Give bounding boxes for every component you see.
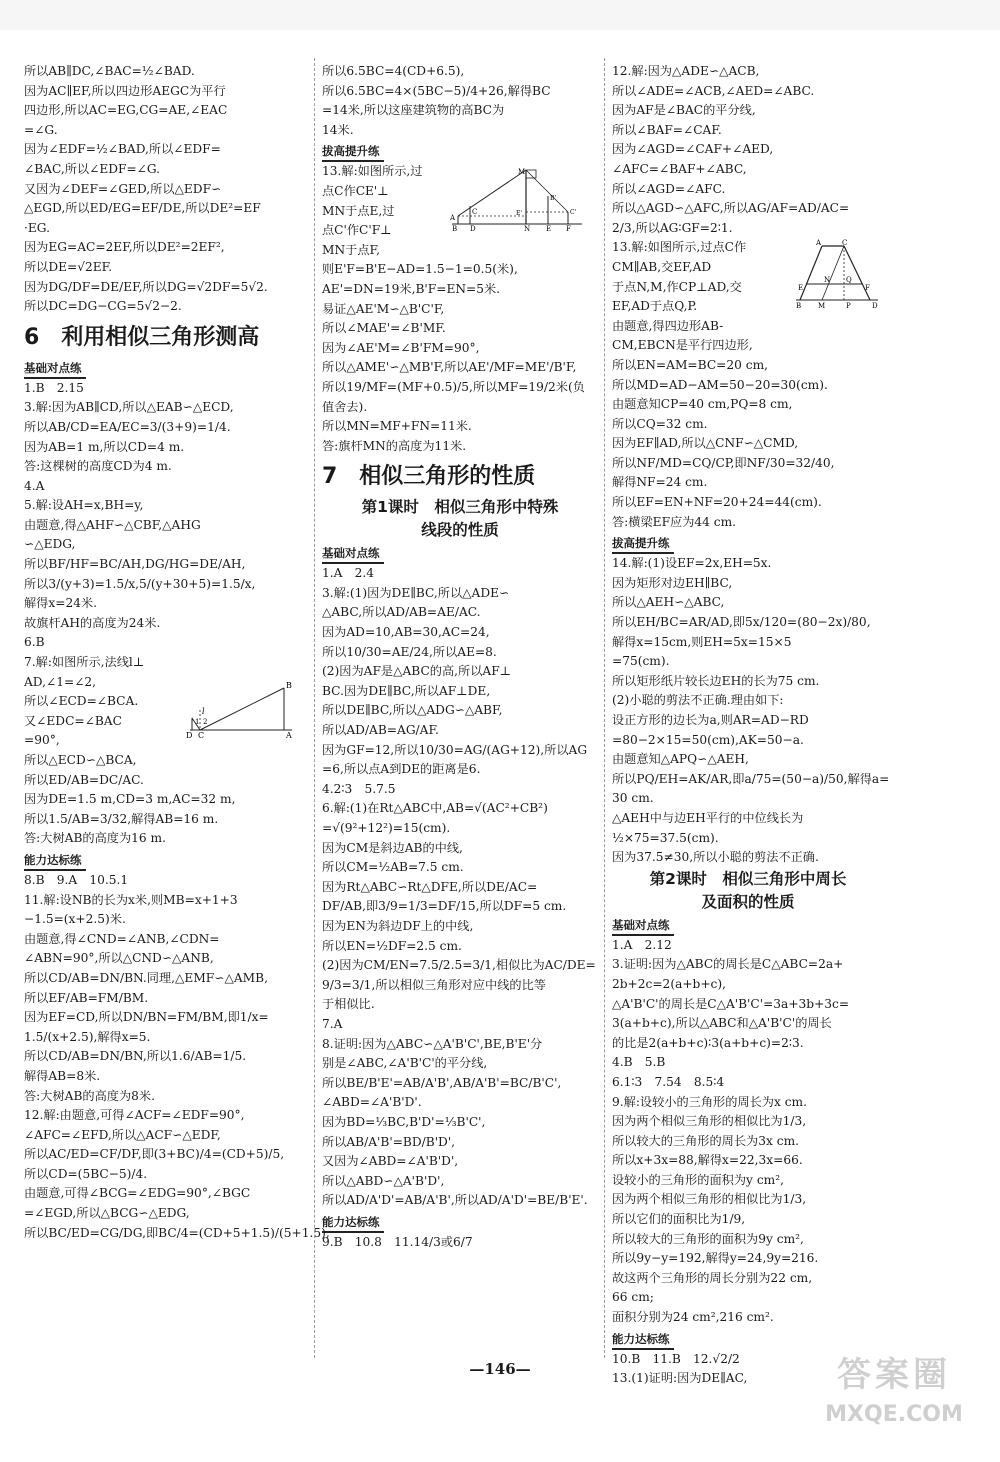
answer-line: MN于点F, xyxy=(322,242,380,257)
answer-line: 所以较大的三角形的面积为9y cm², xyxy=(612,1231,804,1246)
figure-tree-mirror xyxy=(180,680,300,740)
fig-label: E xyxy=(546,225,552,233)
exercise-category-label: 基础对点练 xyxy=(24,360,86,379)
answer-line: 所以6.5BC=4×(5BC−5)/4+26,解得BC xyxy=(322,83,551,98)
answer-line: 又因为∠ABD=∠A'B'D', xyxy=(322,1154,459,1169)
answer-line: 由题意,得△AHF∽△CBF,△AHG xyxy=(24,517,201,532)
answer-line: 所以它们的面积比为1/9, xyxy=(612,1212,746,1227)
answer-line: 所以EF=EN+NF=20+24=44(cm). xyxy=(612,495,822,510)
answer-line: 又因为∠DEF=∠GED,所以△EDF∽ xyxy=(24,181,222,196)
answer-line: 所以19/MF=(MF+0.5)/5,所以MF=19/2米(负 xyxy=(322,379,585,394)
answer-line: 值舍去). xyxy=(322,399,368,414)
answer-line: 所以10/30=AE/24,所以AE=8. xyxy=(322,644,497,659)
answer-line: 所以MN=MF+FN=11米. xyxy=(322,419,472,434)
exercise-category xyxy=(24,849,310,871)
answer-line: 因为∠AGD=∠CAF+∠AED, xyxy=(612,142,774,157)
answer-line: 所以∠MAE'=∠B'MF. xyxy=(322,321,446,336)
exercise-category-label: 拔高提升练 xyxy=(612,535,674,554)
fig-label: E xyxy=(798,284,804,292)
lesson-heading: 第2课时 相似三角形中周长 xyxy=(649,869,847,888)
answer-line: 13.(1)证明:因为DE∥AC, xyxy=(612,1371,748,1386)
answer-line: 因为两个相似三角形的相似比为1/3, xyxy=(612,1192,807,1207)
answer-line: (2)小聪的剪法不正确.理由如下: xyxy=(612,693,784,708)
fig-label: C xyxy=(842,239,848,247)
answer-line: 所以AC/ED=CF/DF,即(3+BC)/4=(CD+5)/5, xyxy=(24,1147,285,1162)
fig-label: D xyxy=(470,225,476,233)
site-watermark xyxy=(814,1350,974,1442)
fig-label: E' xyxy=(516,210,523,217)
fig-label: C' xyxy=(570,209,577,216)
answer-line: 因为DE=1.5 m,CD=3 m,AC=32 m, xyxy=(24,792,236,807)
answer-line: 解得x=24米. xyxy=(24,596,98,611)
answer-line: ½×75=37.5(cm). xyxy=(612,830,719,845)
exercise-category xyxy=(612,532,884,554)
header-strip xyxy=(0,0,1000,30)
answer-line: 所以3/(y+3)=1.5/x,5/(y+30+5)=1.5/x, xyxy=(24,576,256,591)
answer-line: ·EG. xyxy=(24,220,50,235)
fig-label: 2 xyxy=(203,718,208,726)
fig-label: N xyxy=(524,225,531,233)
section-heading: 7 相似三角形的性质 xyxy=(322,464,536,490)
answer-line: 9.解:设较小的三角形的周长为x cm. xyxy=(612,1094,807,1109)
answer-line: 因为BD=⅓BC,B'D'=⅓B'C', xyxy=(322,1114,486,1129)
answer-line: ∠AFC=∠EFD,所以△ACF∽△EDF, xyxy=(24,1127,221,1142)
exercise-category-label: 能力达标练 xyxy=(322,1214,384,1233)
answer-line: =90°, xyxy=(24,733,60,748)
answer-line: 2/3,所以AG∶GF=2∶1. xyxy=(612,220,733,235)
answer-line: 于相似比. xyxy=(322,997,375,1012)
answer-line: 所以AB∥DC,∠BAC=½∠BAD. xyxy=(24,64,195,78)
answer-line: 11.解:设NB的长为x米,则MB=x+1+3 xyxy=(24,892,238,907)
answer-line: 所以△AEH∽△ABC, xyxy=(612,595,725,610)
answer-line: 10.B 11.B 12.√2/2 xyxy=(612,1351,740,1366)
answer-line: =14米,所以这座建筑物的高BC为 xyxy=(322,103,505,118)
answer-line: 7.A xyxy=(322,1016,343,1031)
answer-line: 13.解:如图所示,过 xyxy=(322,164,423,179)
answer-line: 66 cm; xyxy=(612,1290,654,1305)
answer-line: 四边形,所以AC=EG,CG=AE,∠EAC xyxy=(24,103,228,118)
answer-line: 14.解:(1)设EF=2x,EH=5x. xyxy=(612,556,772,571)
answer-line: =75(cm). xyxy=(612,654,670,669)
fig-label: F xyxy=(566,225,571,233)
answer-line: 9.B 10.8 11.14/3或6/7 xyxy=(322,1234,473,1249)
answer-line: 所以AD/A'D'=AB/A'B',所以AD/A'D'=BE/B'E'. xyxy=(322,1193,588,1208)
answer-line: 于点N,M,作CP⊥AD,交 xyxy=(612,279,742,294)
fig-label: l xyxy=(202,707,205,716)
fig-label: M xyxy=(818,302,826,310)
exercise-category-label: 能力达标练 xyxy=(612,1331,674,1350)
answer-line: 所以△ABD∽△A'B'D', xyxy=(322,1173,445,1188)
answer-line: 因为AC∥EF,所以四边形AEGC为平行 xyxy=(24,83,226,98)
answer-line: 5.解:设AH=x,BH=y, xyxy=(24,498,144,513)
answer-line: 所以△AME'∽△MB'F,所以AE'/MF=ME'/B'F, xyxy=(322,360,577,375)
answer-line: 4.B 5.B xyxy=(612,1055,666,1070)
answer-line: =6,所以点A到DE的距离是6. xyxy=(322,762,481,777)
answer-line: AD,∠1=∠2, xyxy=(24,674,97,689)
fig-label: N xyxy=(824,276,831,284)
answer-line: 所以CD/AB=DN/BN.同理,△EMF∽△AMB, xyxy=(24,970,268,985)
answer-line: ∠AFC=∠BAF+∠ABC, xyxy=(612,161,747,176)
answer-line: 3.解:因为AB∥CD,所以△EAB∽△ECD, xyxy=(24,400,234,415)
answer-line: MN于点E,过 xyxy=(322,203,395,218)
answer-line: 3.证明:因为△ABC的周长是C△ABC=2a+ xyxy=(612,957,844,972)
fig-label: 1 xyxy=(195,718,200,726)
answer-line: 故旗杆AH的高度为24米. xyxy=(24,615,161,630)
answer-line: (2)因为AF是△ABC的高,所以AF⊥ xyxy=(322,664,512,679)
fig-label: D xyxy=(186,731,193,740)
answer-line: 所以BC/ED=CG/DG,即BC/4=(CD+5+1.5)/(5+1.5), xyxy=(24,1225,330,1240)
answer-line: 所以PQ/EH=AK/AR,即a/75=(50−a)/50,解得a= xyxy=(612,771,890,786)
answer-line: 8.证明:因为△ABC∽△A'B'C',BE,B'E'分 xyxy=(322,1036,543,1051)
answer-line: ∠ABN=90°,所以△CND∽△ANB, xyxy=(24,951,214,966)
figure-trapezoid-rack xyxy=(796,238,882,310)
answer-line: 别是∠ABC,∠A'B'C'的平分线, xyxy=(322,1056,488,1071)
exercise-category xyxy=(322,140,598,162)
answer-line: 所以DC=DG−CG=5√2−2. xyxy=(24,299,182,314)
answer-line: △AEH中与边EH平行的中位线长为 xyxy=(612,810,804,825)
exercise-category-label: 拔高提升练 xyxy=(322,143,384,162)
watermark-logo-text: 答案圈 xyxy=(837,1355,951,1395)
answer-line: 因为EN为斜边DF上的中线, xyxy=(322,918,474,933)
column-divider xyxy=(314,58,316,1358)
answer-line: 14米. xyxy=(322,122,354,137)
answer-line: 又∠EDC=∠BAC xyxy=(24,713,122,728)
answer-line: 1.A 2.4 xyxy=(322,566,374,581)
answer-line: 4.2∶3 5.7.5 xyxy=(322,781,396,796)
answer-line: ∠ABD=∠A'B'D'. xyxy=(322,1095,422,1110)
answer-line: DF/AB,即3/9=1/3=DF/15,所以DF=5 cm. xyxy=(322,899,567,914)
answer-line: ∠BAC,所以∠EDF=∠G. xyxy=(24,161,161,176)
answer-line: =∠G. xyxy=(24,122,58,137)
answer-line: 因为∠EDF=½∠BAD,所以∠EDF= xyxy=(24,142,221,157)
answer-line: 答:横梁EF应为44 cm. xyxy=(612,514,737,529)
exercise-category xyxy=(612,1328,884,1350)
answer-line: (2)因为CM/EN=7.5/2.5=3/1,相似比为AC/DE= xyxy=(322,958,596,973)
lesson-heading: 第1课时 相似三角形中特殊 xyxy=(361,498,559,517)
answer-line: 12.解:由题意,可得∠ACF=∠EDF=90°, xyxy=(24,1108,245,1123)
answer-line: 所以EH/BC=AR/AD,即5x/120=(80−2x)/80, xyxy=(612,615,871,630)
answer-line: CM∥AB,交EF,AD xyxy=(612,259,712,274)
answer-line: =√(9²+12²)=15(cm). xyxy=(322,821,451,835)
answer-line: 因为EF=CD,所以DN/BN=FM/BM,即1/x= xyxy=(24,1010,269,1025)
fig-label: P xyxy=(846,302,851,310)
exercise-category-label: 能力达标练 xyxy=(24,852,86,871)
answer-line: 2b+2c=2(a+b+c), xyxy=(612,976,727,991)
fig-label: B xyxy=(796,302,802,310)
answer-line: 所以AD/AB=AG/AF. xyxy=(322,723,439,738)
exercise-category xyxy=(322,1211,598,1233)
answer-line: CM,EBCN是平行四边形, xyxy=(612,338,753,353)
answer-line: 所以x+3x=88,解得x=22,3x=66. xyxy=(612,1153,803,1168)
answer-line: 所以DE=√2EF. xyxy=(24,259,113,274)
answer-line: 易证△AE'M∽△B'C'F, xyxy=(322,301,445,316)
answer-line: 所以1.5/AB=3/32,解得AB=16 m. xyxy=(24,811,219,826)
answer-line: 所以EF/AB=FM/BM. xyxy=(24,990,149,1005)
answer-line: 3(a+b+c),所以△ABC和△A'B'C'的周长 xyxy=(612,1016,832,1031)
answer-line: 所以EN=½DF=2.5 cm. xyxy=(322,938,462,953)
answer-line: 答:大树AB的高度为8米. xyxy=(24,1088,155,1103)
column-middle xyxy=(322,62,598,1352)
answer-line: 因为AD=10,AB=30,AC=24, xyxy=(322,625,490,640)
answer-line: 3.解:(1)因为DE∥BC,所以△ADE∽ xyxy=(322,585,510,600)
answer-line: 所以∠ADE=∠ACB,∠AED=∠ABC. xyxy=(612,83,815,98)
answer-line: 13.解:如图所示,过点C作 xyxy=(612,240,747,255)
answer-line: 因为矩形对边EH∥BC, xyxy=(612,575,733,590)
answer-line: 故这两个三角形的周长分别为22 cm, xyxy=(612,1270,813,1285)
answer-line: 12.解:因为△ADE∽△ACB, xyxy=(612,64,760,78)
answer-line: ∽△EDG, xyxy=(24,537,76,552)
answer-line: 点C作CE'⊥ xyxy=(322,183,389,198)
answer-line: 30 cm. xyxy=(612,791,654,806)
fig-label: C xyxy=(472,208,478,216)
answer-line: 所以ED/AB=DC/AC. xyxy=(24,772,144,787)
answer-line: 设较小的三角形的面积为y cm², xyxy=(612,1172,784,1187)
answer-line: 1.5/(x+2.5),解得x=5. xyxy=(24,1029,151,1044)
answer-line: 所以MD=AD−AM=50−20=30(cm). xyxy=(612,377,828,392)
answer-line: 由题意知CP=40 cm,PQ=8 cm, xyxy=(612,397,793,412)
answer-line: 所以∠AGD=∠AFC. xyxy=(612,181,726,196)
answer-line: 所以NF/MD=CQ/CP,即NF/30=32/40, xyxy=(612,455,835,470)
fig-label: F xyxy=(865,284,870,292)
answer-line: 所以AB/CD=EA/EC=3/(3+9)=1/4. xyxy=(24,419,231,434)
answer-line: 则E'F=B'E−AD=1.5−1=0.5(米), xyxy=(322,262,518,277)
figure-flagpole xyxy=(450,166,585,232)
answer-line: △ABC,所以AD/AB=AE/AC. xyxy=(322,605,481,620)
answer-line: 6.解:(1)在Rt△ABC中,AB=√(AC²+CB²) xyxy=(322,801,548,816)
exercise-category xyxy=(24,357,310,379)
answer-line: 所以BE/B'E'=AB/A'B',AB/A'B'=BC/B'C', xyxy=(322,1075,562,1090)
page-number: —146— xyxy=(469,1360,531,1378)
answer-line: 答:大树AB的高度为16 m. xyxy=(24,831,166,846)
answer-line: 因为AB=1 m,所以CD=4 m. xyxy=(24,439,185,454)
column-divider xyxy=(604,58,606,1358)
answer-line: 因为37.5≠30,所以小聪的剪法不正确. xyxy=(612,850,819,865)
answer-line: 所以CM=½AB=7.5 cm. xyxy=(322,860,464,875)
fig-label: B' xyxy=(550,195,557,202)
answer-line: 所以6.5BC=4(CD+6.5), xyxy=(322,64,465,78)
answer-line: 因为CM是斜边AB的中线, xyxy=(322,840,463,855)
answer-line: 因为EG=AC=2EF,所以DE²=2EF², xyxy=(24,240,225,255)
answer-line: 答:这棵树的高度CD为4 m. xyxy=(24,459,172,474)
answer-line: 6.B xyxy=(24,635,45,650)
answer-line: 因为GF=12,所以10/30=AG/(AG+12),所以AG xyxy=(322,742,588,757)
fig-label: A xyxy=(816,239,822,247)
answer-line: 所以BF/HF=BC/AH,DG/HG=DE/AH, xyxy=(24,557,246,572)
answer-line: 所以EN=AM=BC=20 cm, xyxy=(612,357,768,372)
answer-line: 因为AF是∠BAC的平分线, xyxy=(612,103,756,118)
answer-line: 9/3=3/1,所以相似三角形对应中线的比等 xyxy=(322,977,546,992)
answer-line: 点C'作C'F⊥ xyxy=(322,223,392,238)
fig-label: D xyxy=(872,302,878,310)
answer-line: −1.5=(x+2.5)米. xyxy=(24,912,126,927)
answer-line: 所以AB/A'B'=BD/B'D', xyxy=(322,1134,456,1149)
answer-line: 所以∠ECD=∠BCA. xyxy=(24,694,139,709)
answer-line: △A'B'C'的周长是C△A'B'C'=3a+3b+3c= xyxy=(612,996,850,1011)
exercise-category xyxy=(612,914,884,936)
answer-line: 所以CQ=32 cm. xyxy=(612,416,708,431)
answer-line: 所以DE∥BC,所以△ADG∽△ABF, xyxy=(322,703,503,718)
answer-line: 因为两个相似三角形的相似比为1/3, xyxy=(612,1114,807,1129)
lesson-heading: 线段的性质 xyxy=(421,521,499,540)
answer-line: 所以较大的三角形的周长为3x cm. xyxy=(612,1133,800,1148)
answer-line: EF,AD于点Q,P. xyxy=(612,299,698,314)
answer-line: 由题意,可得∠BCG=∠EDG=90°,∠BGC xyxy=(24,1186,251,1201)
answer-line: 因为EF∥AD,所以△CNF∽△CMD, xyxy=(612,436,799,451)
answer-line: 由题意,得∠CND=∠ANB,∠CDN= xyxy=(24,931,220,946)
fig-label: A xyxy=(450,214,456,222)
answer-line: 所以矩形纸片较长边EH的长为75 cm. xyxy=(612,673,820,688)
answer-line: 解得AB=8米. xyxy=(24,1068,101,1083)
answer-line: 所以CD/AB=DN/BN,所以1.6/AB=1/5. xyxy=(24,1049,247,1064)
answer-line: 答:旗杆MN的高度为11米. xyxy=(322,438,467,453)
exercise-category-label: 基础对点练 xyxy=(612,917,674,936)
answer-line: △EGD,所以ED/EG=EF/DE,所以DE²=EF xyxy=(24,201,261,216)
fig-label: C xyxy=(198,731,205,740)
answer-line: 1.B 2.15 xyxy=(24,380,84,395)
answer-line: 由题意知△APQ∽△AEH, xyxy=(612,752,749,767)
answer-line: 4.A xyxy=(24,478,45,493)
answer-line: =∠EGD,所以△BCG∽△EDG, xyxy=(24,1206,190,1221)
answer-line: =80−2×15=50(cm),AK=50−a. xyxy=(612,732,804,747)
answer-line: 所以9y−y=192,解得y=24,9y=216. xyxy=(612,1251,819,1266)
answer-line: 解得x=15cm,则EH=5x=15×5 xyxy=(612,634,792,649)
answer-line: 6.1∶3 7.54 8.5∶4 xyxy=(612,1074,725,1089)
fig-label: B xyxy=(286,681,292,690)
answer-line: 解得NF=24 cm. xyxy=(612,475,708,490)
answer-line: 因为DG/DF=DE/EF,所以DG=√2DF=5√2. xyxy=(24,279,268,294)
section-heading: 6 利用相似三角形测高 xyxy=(24,324,260,350)
exercise-category-label: 基础对点练 xyxy=(322,545,384,564)
answer-line: 所以∠BAF=∠CAF. xyxy=(612,122,722,137)
answer-line: AE'=DN=19米,B'F=EN=5米. xyxy=(322,281,501,296)
answer-line: 的比是2(a+b+c)∶3(a+b+c)=2∶3. xyxy=(612,1035,804,1050)
answer-line: 面积分别为24 cm²,216 cm². xyxy=(612,1310,774,1325)
answer-line: 因为Rt△ABC∽Rt△DFE,所以DE/AC= xyxy=(322,879,538,894)
fig-label: A xyxy=(286,731,292,740)
answer-line: 所以△AGD∽△AFC,所以AG/AF=AD/AC= xyxy=(612,201,850,216)
fig-label: Q xyxy=(846,276,852,284)
answer-line: 设正方形的边长为a,则AR=AD−RD xyxy=(612,713,809,727)
watermark-domain: MXQE.COM xyxy=(825,1402,963,1427)
answer-line: 所以△ECD∽△BCA, xyxy=(24,753,137,767)
answer-line: 1.A 2.12 xyxy=(612,937,672,952)
answer-line: 7.解:如图所示,法线l⊥ xyxy=(24,655,145,670)
lesson-heading: 及面积的性质 xyxy=(701,892,795,911)
answer-line: BC.因为DE∥BC,所以AF⊥DE, xyxy=(322,683,491,698)
fig-label: B xyxy=(452,225,458,233)
answer-line: 因为∠AE'M=∠B'FM=90°, xyxy=(322,340,480,355)
exercise-category xyxy=(322,542,598,564)
answer-line: 所以CD=(5BC−5)/4. xyxy=(24,1166,148,1181)
answer-line: 8.B 9.A 10.5.1 xyxy=(24,872,129,887)
fig-label: M xyxy=(518,168,526,176)
answer-line: 由题意,得四边形AB- xyxy=(612,318,724,333)
